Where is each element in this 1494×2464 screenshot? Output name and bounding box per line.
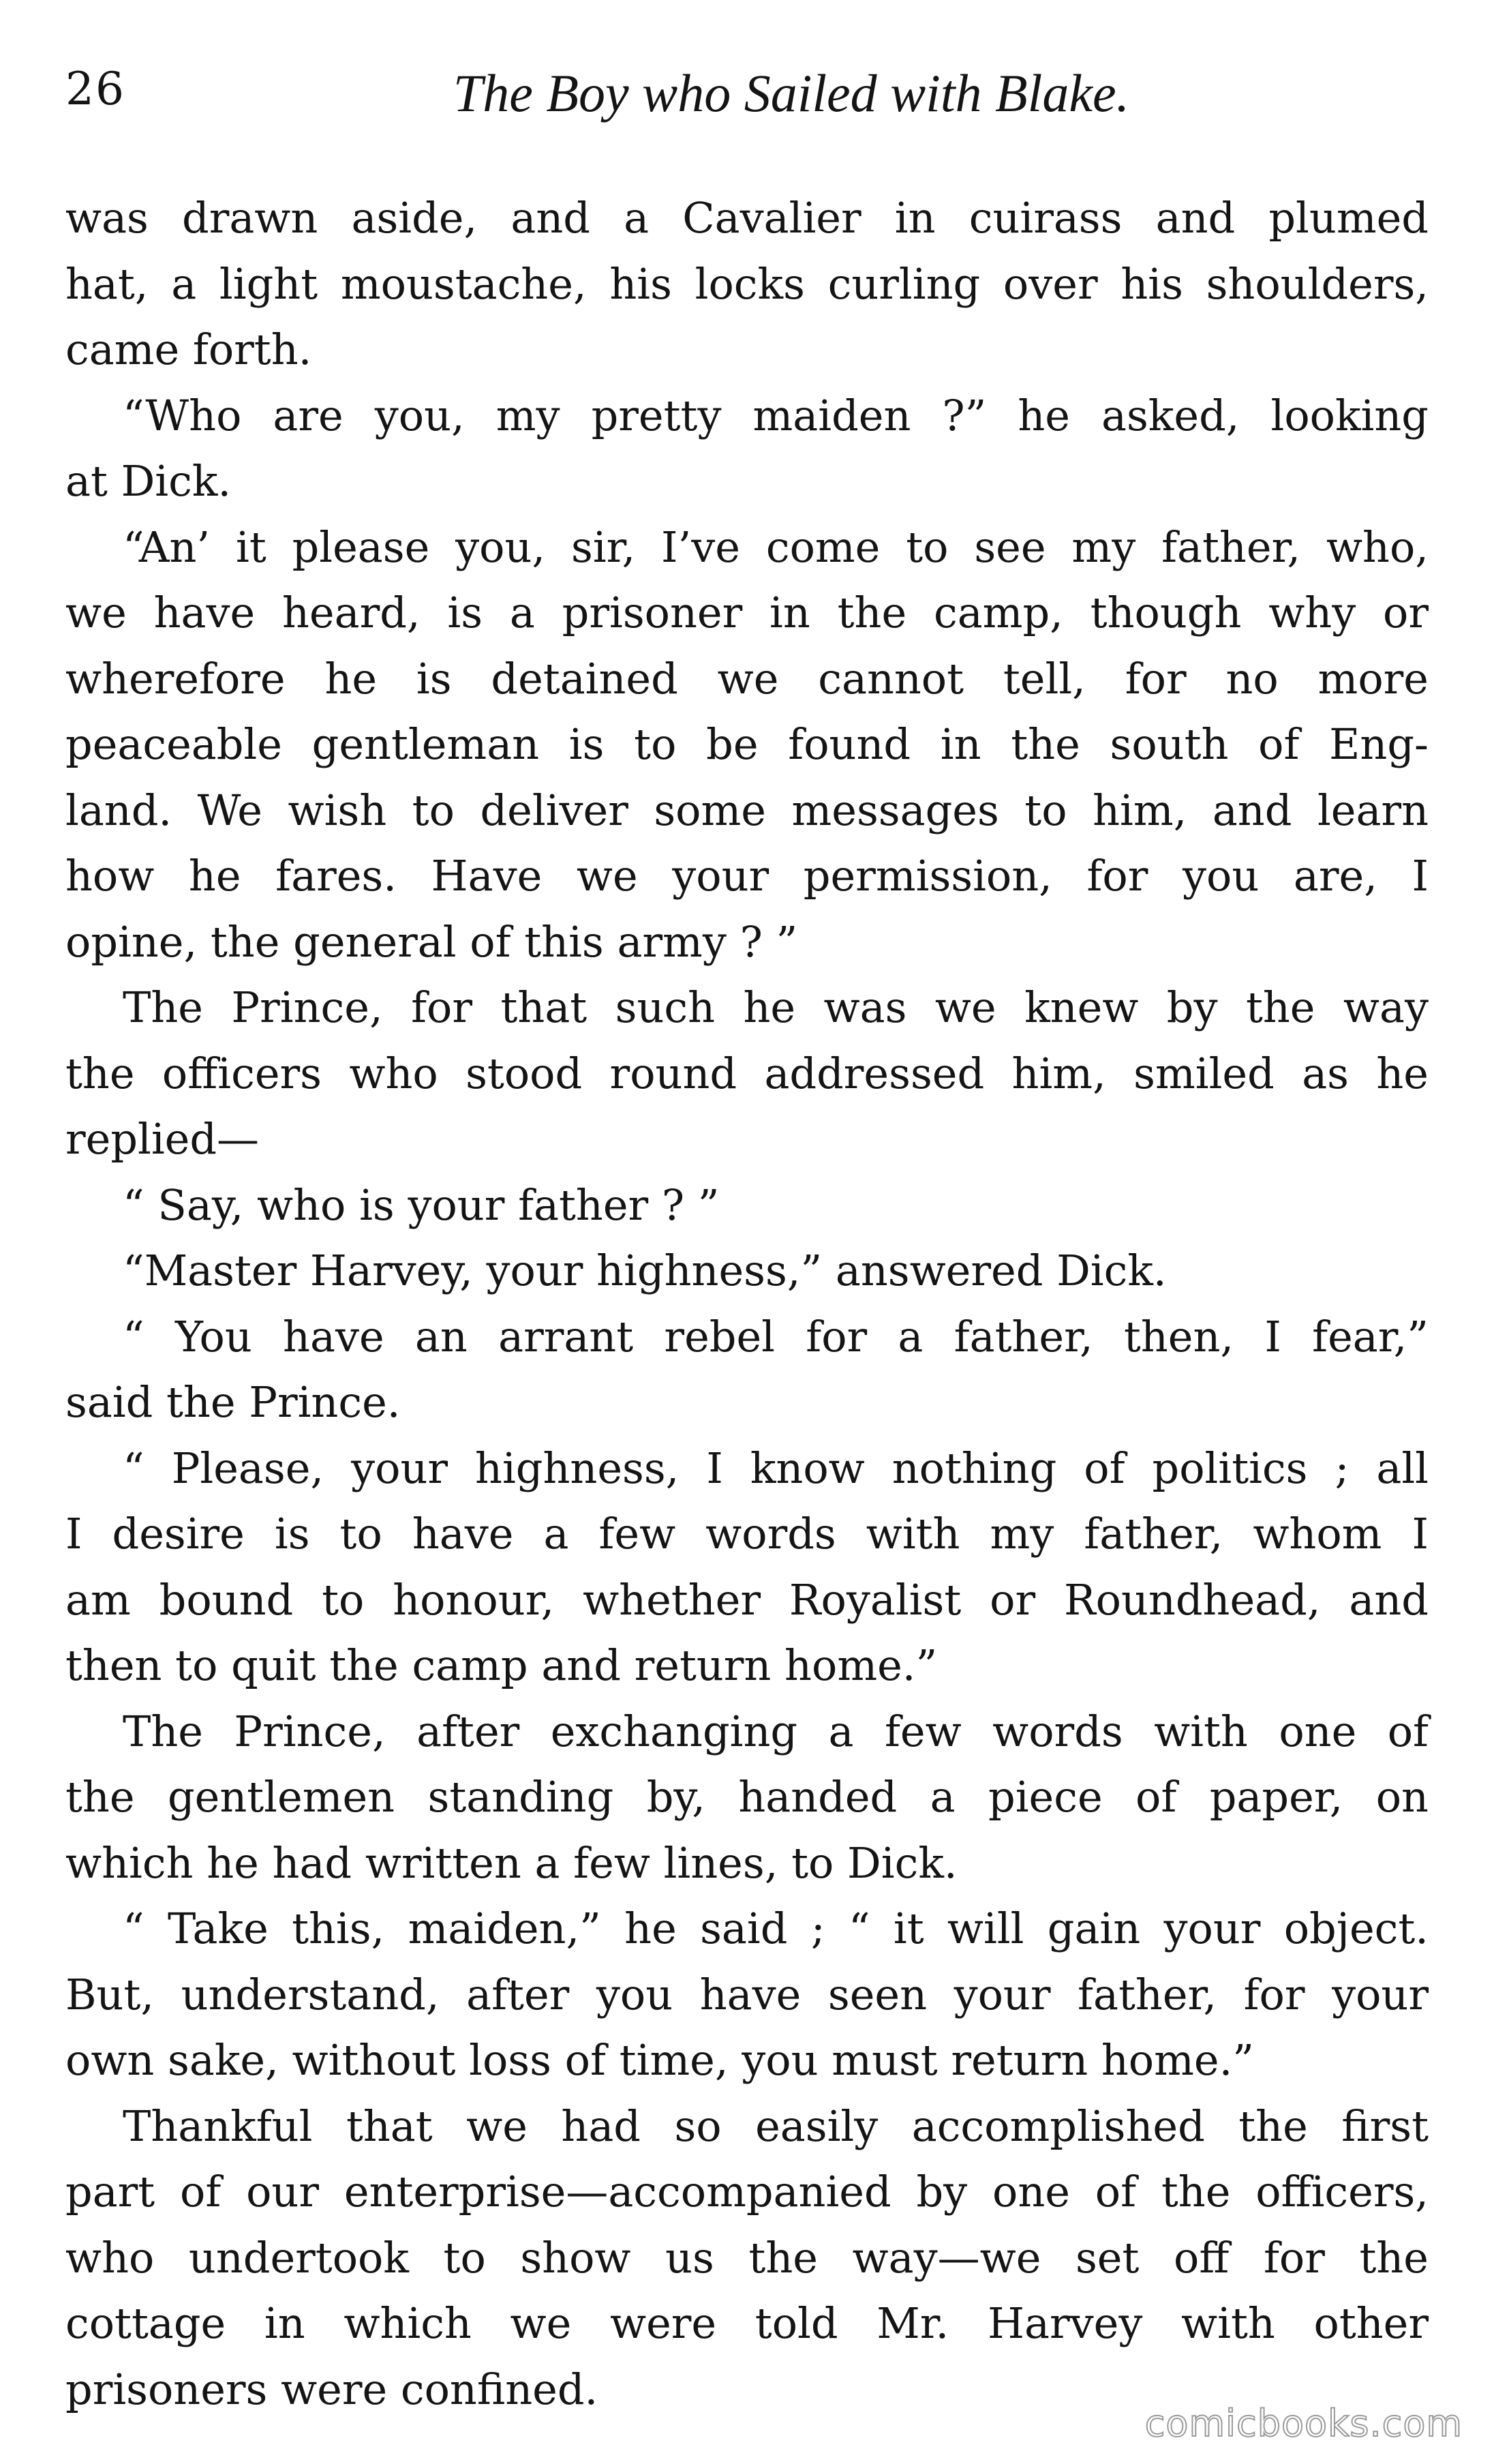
text-line: the officers who stood round addressed him, smiled as he xyxy=(65,1048,1429,1098)
text-line: “An’ it please you, sir, I’ve come to see my father, who, xyxy=(123,522,1429,572)
text-line: hat, a light moustache, his locks curling over his shoulders, xyxy=(65,258,1429,309)
text-line: who undertook to show us the way—we set off for the xyxy=(65,2232,1429,2283)
text-line: own sake, without loss of time, you must return home.” xyxy=(65,2035,1254,2085)
body-text xyxy=(65,185,1429,2422)
text-line: which he had written a few lines, to Dick. xyxy=(65,1837,958,1888)
text-line: “Who are you, my pretty maiden ?” he asked, looking xyxy=(123,390,1429,440)
paragraph xyxy=(65,975,1429,1173)
text-line: wherefore he is detained we cannot tell, for no more xyxy=(65,653,1429,704)
paragraph xyxy=(65,185,1429,383)
text-line: part of our enterprise—accompanied by one of the officers, xyxy=(65,2167,1429,2217)
text-line: “ Please, your highness, I know nothing of politics ; all xyxy=(123,1443,1429,1493)
page-number: 26 xyxy=(65,63,125,115)
text-line: “ You have an arrant rebel for a father, then, I fear,” xyxy=(123,1311,1429,1362)
paragraph xyxy=(65,1436,1429,1699)
text-line: at Dick. xyxy=(65,456,232,506)
text-line: cottage in which we were told Mr. Harvey with other xyxy=(65,2298,1429,2348)
text-line: I desire is to have a few words with my father, whom I xyxy=(65,1509,1429,1559)
paragraph xyxy=(65,1304,1429,1436)
text-line: The Prince, for that such he was we knew by the way xyxy=(123,982,1429,1032)
text-line: came forth. xyxy=(65,325,312,374)
paragraph xyxy=(65,1173,1429,1239)
text-line: we have heard, is a prisoner in the camp, though why or xyxy=(65,588,1429,637)
paragraph xyxy=(65,1699,1429,1897)
text-line: opine, the general of this army ? ” xyxy=(65,916,798,967)
running-title: The Boy who Sailed with Blake. xyxy=(453,63,1130,123)
paragraph xyxy=(65,383,1429,515)
text-line: “Master Harvey, your highness,” answered Dick. xyxy=(123,1246,1167,1295)
watermark: comicbooks.com xyxy=(1144,2402,1463,2445)
text-line: am bound to honour, whether Royalist or Roundhead, and xyxy=(65,1574,1429,1625)
text-line: land. We wish to deliver some messages to him, and learn xyxy=(65,785,1429,835)
text-line: “ Take this, maiden,” he said ; “ it will gain your object. xyxy=(123,1904,1429,1953)
text-line: But, understand, after you have seen your father, for your xyxy=(65,1969,1429,2019)
text-line: The Prince, after exchanging a few words with one of xyxy=(123,1706,1429,1756)
text-line: prisoners were confined. xyxy=(65,2364,598,2414)
paragraph xyxy=(65,515,1429,976)
text-line: said the Prince. xyxy=(65,1377,401,1427)
text-line: peaceable gentleman is to be found in the south of Eng- xyxy=(65,719,1429,769)
text-line: “ Say, who is your father ? ” xyxy=(123,1180,720,1230)
text-line: replied— xyxy=(65,1114,260,1164)
paragraph xyxy=(65,1896,1429,2094)
text-line: the gentlemen standing by, handed a piece of paper, on xyxy=(65,1772,1429,1822)
page-header xyxy=(65,63,1435,124)
paragraph xyxy=(65,1238,1429,1304)
text-line: was drawn aside, and a Cavalier in cuirass and plumed xyxy=(65,193,1429,243)
paragraph xyxy=(65,2094,1429,2423)
text-line: Thankful that we had so easily accomplished the first xyxy=(123,2101,1429,2151)
text-line: how he fares. Have we your permission, for you are, I xyxy=(65,851,1429,901)
text-line: then to quit the camp and return home.” xyxy=(65,1640,938,1690)
